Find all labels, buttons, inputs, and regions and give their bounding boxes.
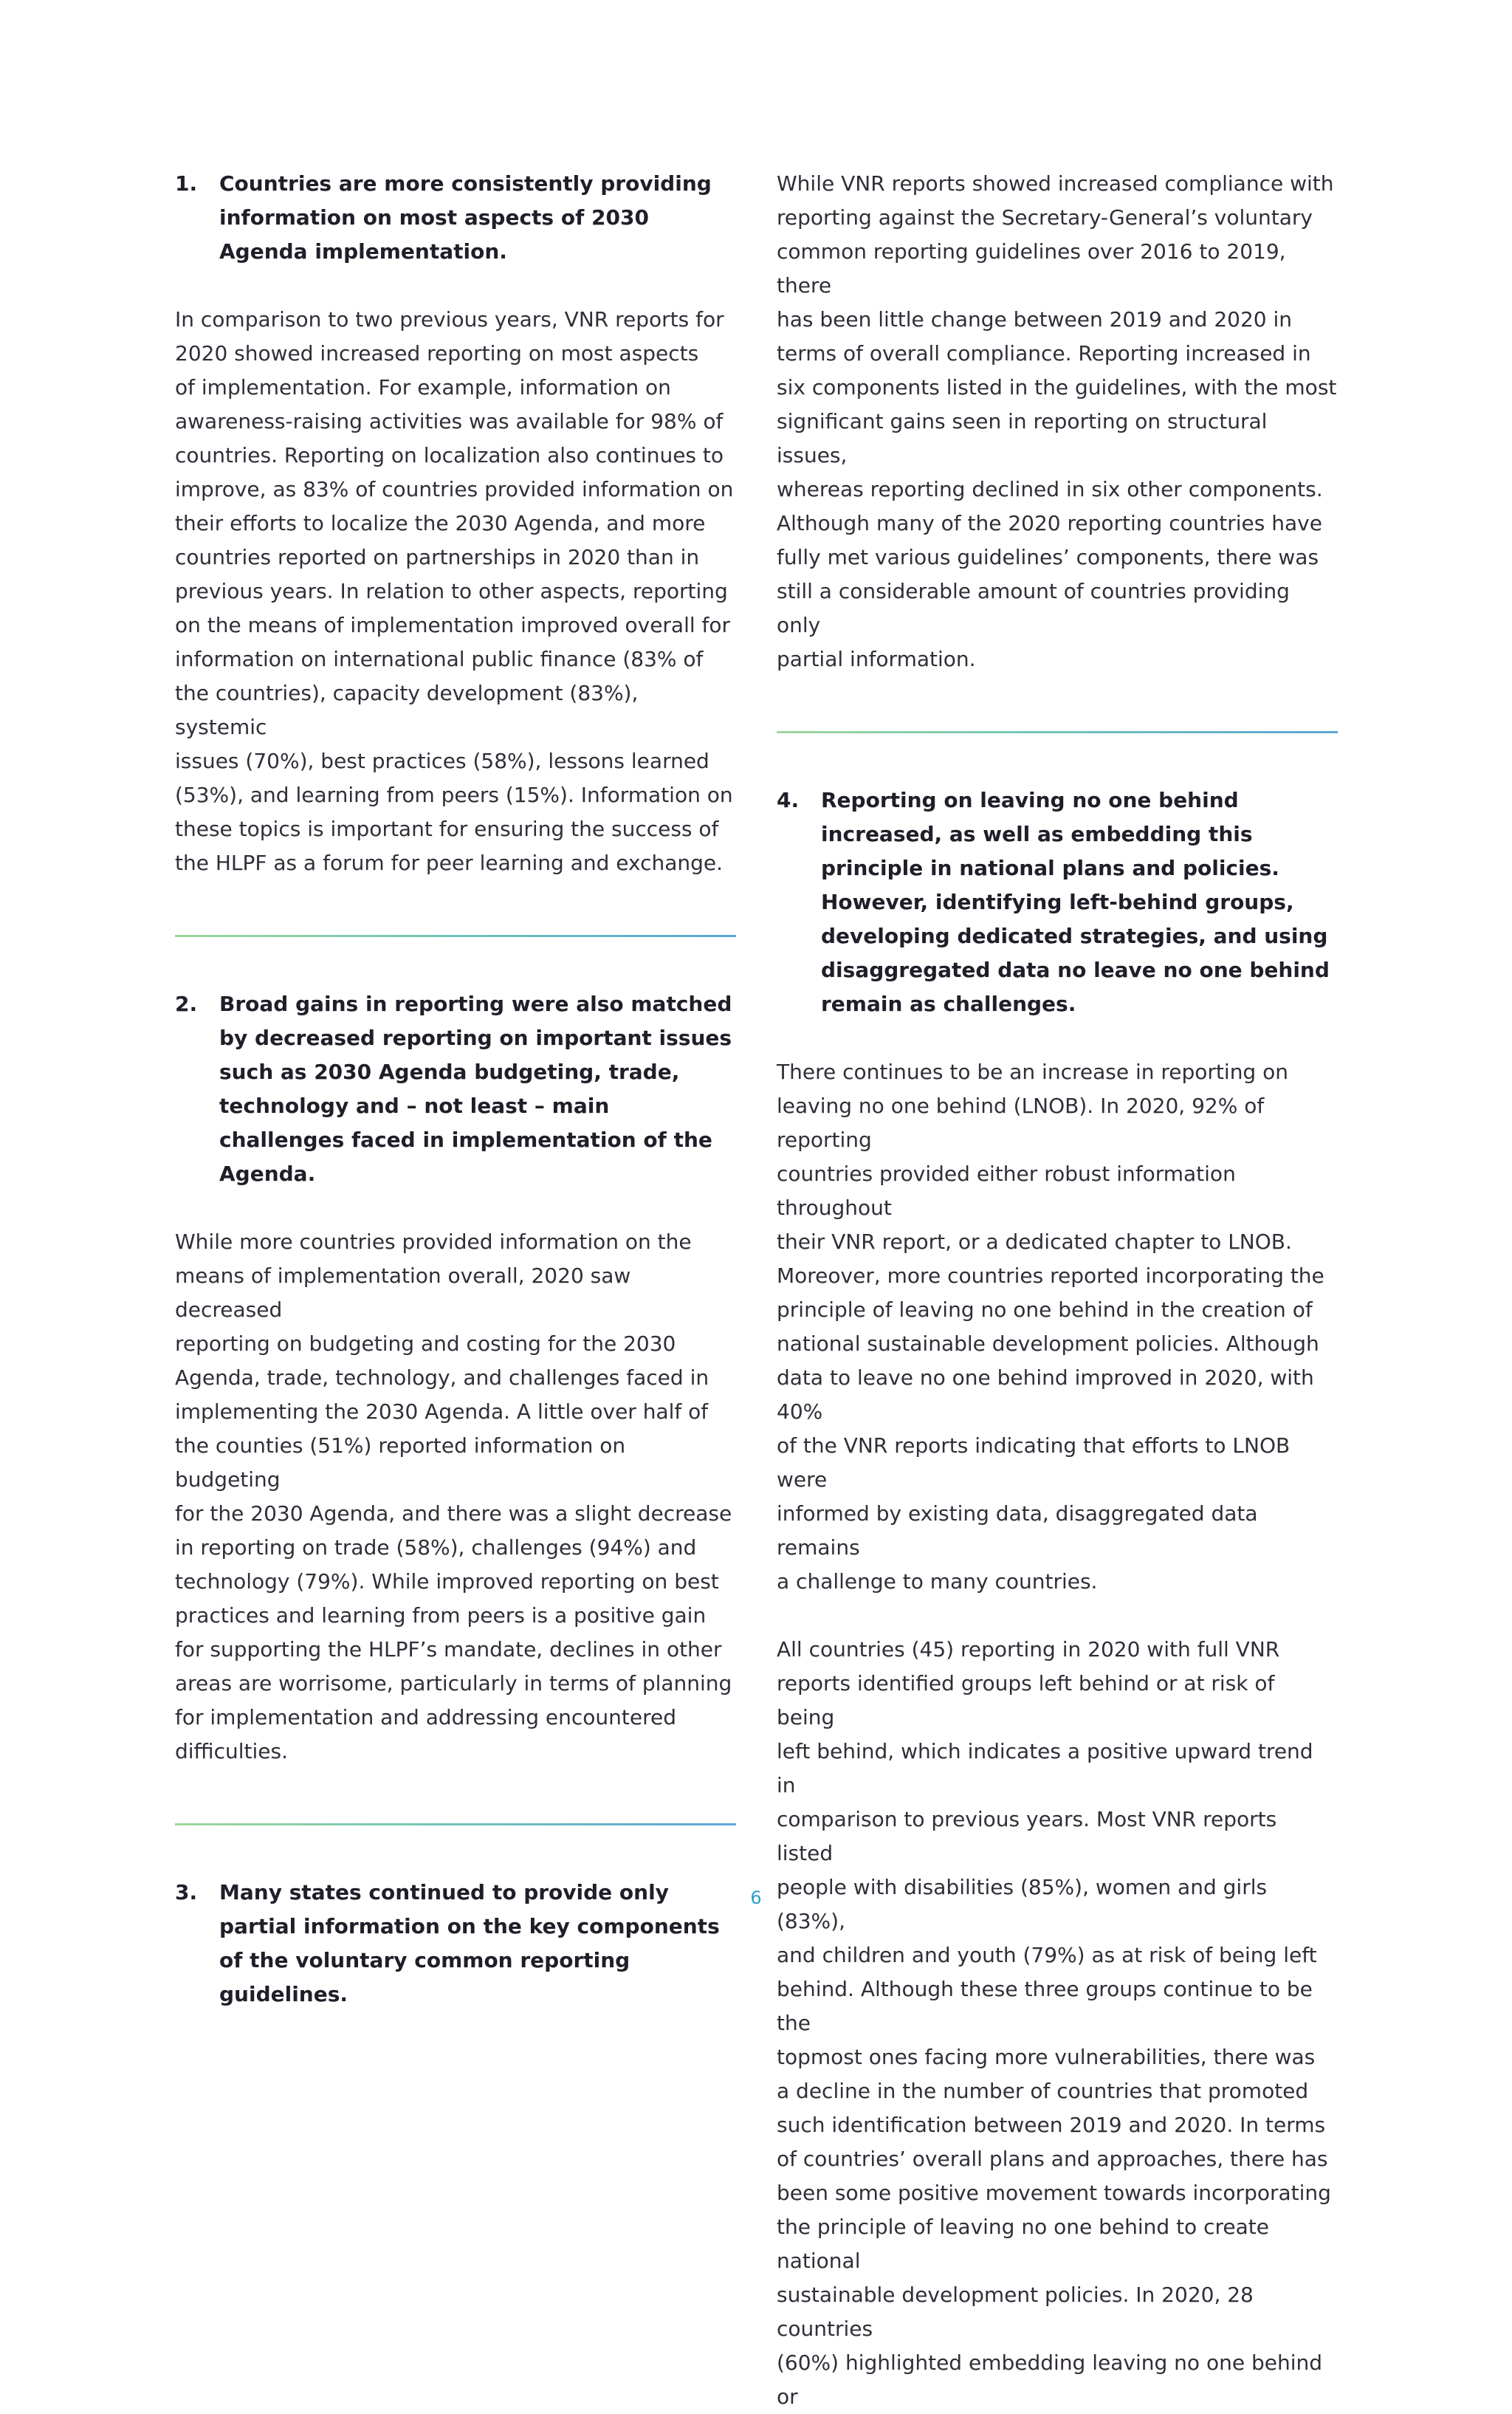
section-3-number: 3. (175, 1880, 198, 1904)
section-2-number: 2. (175, 992, 198, 1016)
section-1-number: 1. (175, 171, 198, 196)
section-2-body: While more countries provided information on the means of implementation overall, 2020 saw decreased reporting on budgeting and costing for the 2030 Agenda, trade, technology, and challenges faced in implementing the 2030 Agenda. A little over half of the counties (51%) reported information on budgeting for the 2030 Agenda, and there was a slight decrease in reporting on trade (58%), challenges (94%) and technology (79%). While improved reporting on best practices and learning from peers is a positive gain for supporting the HLPF’s mandate, declines in other areas are worrisome, particularly in terms of planning for implementation and addressing encountered difficulties. (175, 1230, 732, 1763)
section-4-number: 4. (777, 788, 800, 812)
section-1-body: In comparison to two previous years, VNR reports for 2020 showed increased reporting on most aspects of implementation. For example, information on awareness-raising activities was available for 98% of countries. Reporting on localization also continues to improve, as 83% of countries provided information on their efforts to localize the 2030 Agenda, and more countries reported on partnerships in 2020 than in previous years. In relation to other aspects, reporting on the means of implementation improved overall for information on international public finance (83% of the countries), capacity development (83%), systemic issues (70%), best practices (58%), lessons learned (53%), and learning from peers (15%). Information on these topics is important for ensuring the success of the HLPF as a forum for peer learning and exchange. (175, 307, 734, 875)
right-column (777, 167, 1338, 2414)
section-4-body-2: All countries (45) reporting in 2020 with full VNR reports identified groups left behind or at risk of being left behind, which indicates a positive upward trend in comparison to previous years. Most VNR reports listed people with disabilities (85%), women and girls (83%), and children and youth (79%) as at risk of being left behind. Although these three groups continue to be the topmost ones facing more vulnerabilities, there was a decline in the number of countries that promoted such identification between 2019 and 2020. In terms of countries’ overall plans and approaches, there has been some positive movement towards incorporating the principle of leaving no one behind to create national sustainable development policies. In 2020, 28 countries (60%) highlighted embedding leaving no one behind or (777, 1637, 1331, 2409)
section-3-body: While VNR reports showed increased compliance with reporting against the Secretary-General’s voluntary common reporting guidelines over 2016 to 2019, there has been little change between 2019 and 2020 in terms of overall compliance. Reporting increased in six components listed in the guidelines, with the most significant gains seen in reporting on structural issues, whereas reporting declined in six other components. Although many of the 2020 reporting countries have fully met various guidelines’ components, there was still a considerable amount of countries providing only partial information. (777, 171, 1337, 671)
section-4-heading (777, 783, 1338, 1021)
section-1-title: Countries are more consistently providing information on most aspects of 2030 Agenda implementation. (219, 171, 712, 264)
section-1-heading (175, 167, 736, 269)
section-2-title: Broad gains in reporting were also matched by decreased reporting on important issues such as 2030 Agenda budgeting, trade, technology and – not least – main challenges faced in implementation of the Agenda. (219, 992, 732, 1186)
section-3-title: Many states continued to provide only partial information on the key components of the voluntary common reporting guidelines. (219, 1880, 720, 2006)
section-4-body-1: There continues to be an increase in reporting on leaving no one behind (LNOB). In 2020, 92% of reporting countries provided either robust information throughout their VNR report, or a dedicated chapter to LNOB. Moreover, more countries reported incorporating the principle of leaving no one behind in the creation of national sustainable development policies. Although data to leave no one behind improved in 2020, with 40% of the VNR reports indicating that efforts to LNOB were informed by existing data, disaggregated data remains a challenge to many countries. (777, 1060, 1324, 1594)
page-number: 6 (750, 1887, 762, 1908)
left-column (175, 167, 736, 2012)
section-4-title: Reporting on leaving no one behind increased, as well as embedding this principle in national plans and policies. However, identifying left-behind groups, developing dedicated strategies, and using disaggregated data no leave no one behind remain as challenges. (821, 788, 1330, 1016)
section-2-heading (175, 987, 736, 1191)
